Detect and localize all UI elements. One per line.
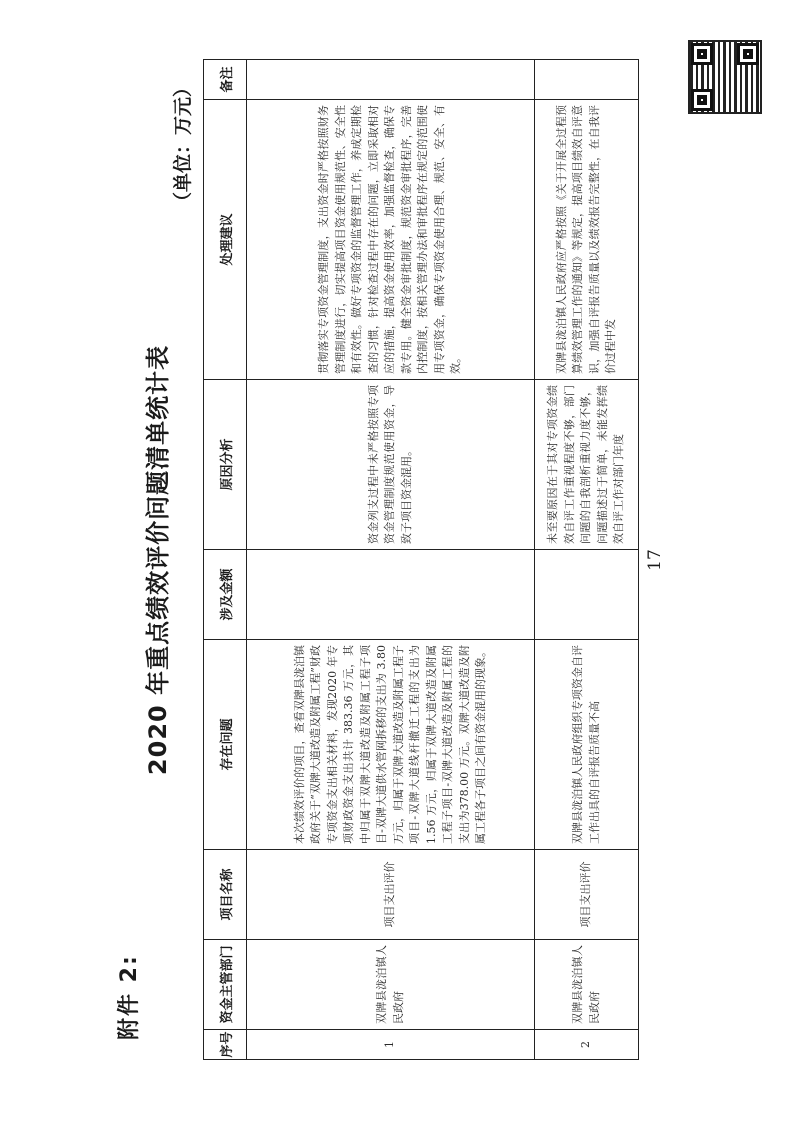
cell-cause bbox=[247, 380, 535, 550]
cell-dept-text: 双牌县泷泊镇人民政府 bbox=[375, 945, 405, 1024]
cell-project: 项目支出评价 bbox=[247, 850, 535, 940]
unit-label: （单位：万元） bbox=[172, 78, 194, 212]
header-project: 项目名称 bbox=[204, 850, 247, 940]
header-seq: 序号 bbox=[204, 1030, 247, 1060]
table-row bbox=[535, 60, 639, 1060]
annex-label: 附件 2: bbox=[117, 954, 142, 1040]
header-cause: 原因分析 bbox=[204, 380, 247, 550]
cell-cause-text: 资金列支过程中未严格按照专项资金管理制度规范使用资金，导致子项目资金混用。 bbox=[366, 385, 413, 544]
table-header-row bbox=[204, 60, 247, 1060]
rotated-page-content bbox=[110, 60, 670, 1060]
cell-suggestion bbox=[535, 100, 639, 380]
cell-dept bbox=[535, 940, 639, 1030]
cell-cause bbox=[535, 380, 639, 550]
table-row bbox=[247, 60, 535, 1060]
cell-suggestion bbox=[247, 100, 535, 380]
cell-dept-text: 双牌县泷泊镇人民政府 bbox=[571, 945, 601, 1024]
cell-issue-text: 双牌县泷泊镇人民政府组织专项资金自评工作出具的自评报告质量不高 bbox=[571, 645, 601, 844]
cell-amount bbox=[535, 550, 639, 640]
cell-issue bbox=[535, 640, 639, 850]
cell-project: 项目支出评价 bbox=[535, 850, 639, 940]
header-remark: 备注 bbox=[204, 60, 247, 100]
header-suggestion: 处理建议 bbox=[204, 100, 247, 380]
cell-suggestion-text: 双牌县泷泊镇人民政府应严格按照《关于开展全过程预算绩效管理工作的通知》等规定，提高项目绩效自评意识，加强自评报告质量以及绩效报告完整性，在自我评价过程中发 bbox=[554, 105, 617, 374]
document-title: 2020 年重点绩效评价问题清单统计表 bbox=[144, 344, 172, 776]
cell-cause-text: 未至要原因在于其对专项资金绩效自评工作重视程度不够，部门问题的自我剖析重视力度不够，问题描述过于简单，未能发挥绩效自评工作对部门年度 bbox=[546, 385, 626, 544]
cell-issue bbox=[247, 640, 535, 850]
cell-suggestion-text: 贯彻落实专项资金管理制度，支出资金时严格按照财务管理制度进行，切实提高项目资金使用规范性、安全性和有效性。做好专项资金的监督管理工作，养成定期检查的习惯，针对检查过程中存在的问题，立即采取相对应的措施，提高资金使用效率，加强监督检查，确保专款专用。健全资金审批制度，规范资金审批程序，完善内控制度，按相关管理办法和审批程序在规定的范围使用专项资金，确保专项资金使用合理、规范、安全、有效。 bbox=[317, 105, 463, 374]
cell-dept bbox=[247, 940, 535, 1030]
page-number: 17 bbox=[645, 549, 665, 571]
cell-seq: 1 bbox=[247, 1030, 535, 1060]
cell-seq: 2 bbox=[535, 1030, 639, 1060]
cell-issue-text: 本次绩效评价的项目，查看双牌县泷泊镇政府关于“双牌大道改造及附属工程”财政专项资金支出相关材料，发现2020 年专项财政资金支出共计 383.36 万元，其中归属于双牌大道改造及附属工程子项目-双牌大道供水管网拆移的支出为 3.80 万元，归属于双牌大道改造及附属工程子项目-双牌大道线杆撤迁工程的支出为1.56 万元，归属于双牌大道改造及附属工程子项目-双牌大道改造及附属工程的支出为378.00 万元。双牌大道改造及附属工程各子项目之间有资金混用的现象。 bbox=[292, 645, 487, 844]
problem-list-table bbox=[203, 59, 639, 1060]
cell-remark bbox=[247, 60, 535, 100]
cell-remark bbox=[535, 60, 639, 100]
cell-amount bbox=[247, 550, 535, 640]
header-issue: 存在问题 bbox=[204, 640, 247, 850]
qr-code bbox=[690, 42, 760, 112]
header-dept: 资金主管部门 bbox=[204, 940, 247, 1030]
header-amount: 涉及金额 bbox=[204, 550, 247, 640]
